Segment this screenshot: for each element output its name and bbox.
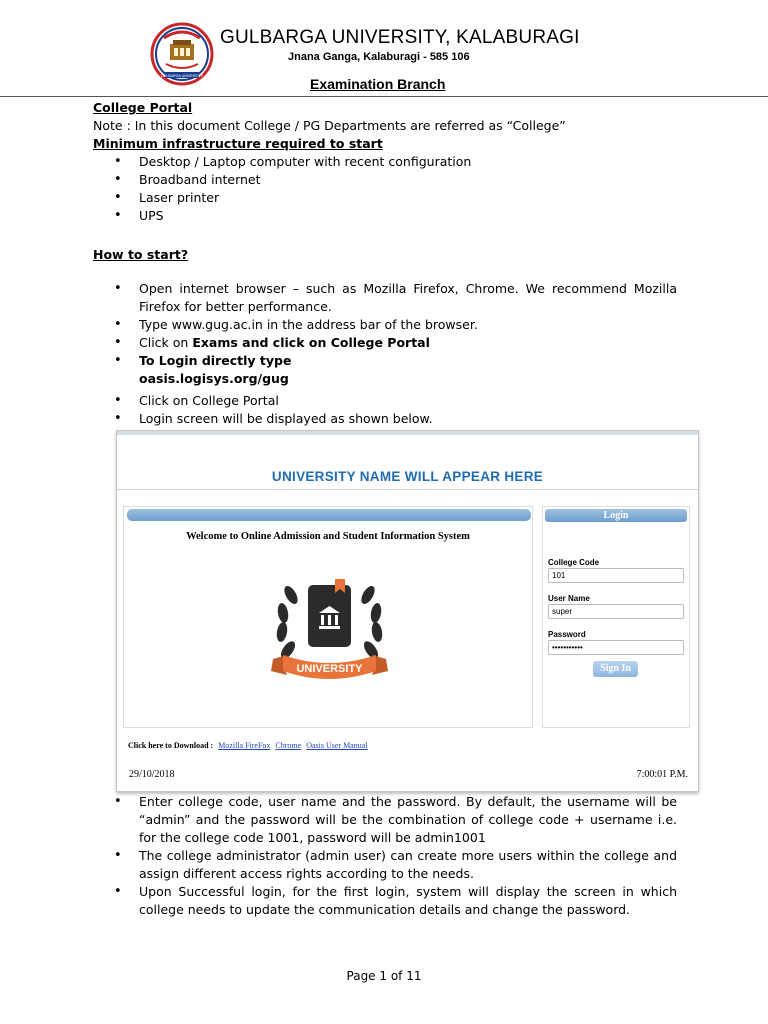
username-label: User Name xyxy=(548,594,590,603)
welcome-text: Welcome to Online Admission and Student Information System xyxy=(186,531,470,542)
sign-in-button[interactable]: Sign In xyxy=(593,661,638,677)
branch-title: Examination Branch xyxy=(310,76,446,92)
user-manual-link[interactable]: Oasis User Manual xyxy=(306,741,368,750)
firefox-download-link[interactable]: Mozilla FireFox xyxy=(218,741,271,750)
step-item: • Open internet browser – such as Mozilla Firefox, Chrome. We recommend Mozilla Firefox for better performance. xyxy=(93,280,677,316)
document-body-top xyxy=(93,99,677,225)
screenshot-divider xyxy=(117,489,698,490)
password-input[interactable]: ••••••••••• xyxy=(548,640,684,655)
college-portal-heading: College Portal xyxy=(93,100,193,115)
download-links-row xyxy=(128,741,368,750)
instruction-item: • Upon Successful login, for the first login, system will display the screen in which college needs to update the communication details and change the password. xyxy=(93,883,677,919)
step-text: Click on xyxy=(139,335,193,350)
infra-item: • UPS xyxy=(93,207,677,225)
username-input[interactable]: super xyxy=(548,604,684,619)
step-item: • Click on College Portal xyxy=(93,392,677,410)
step-bold-text: Exams and click on College Portal xyxy=(192,335,430,350)
document-body-bottom xyxy=(93,793,677,919)
university-logo xyxy=(150,22,214,86)
emblem-ribbon-text: UNIVERSITY xyxy=(296,663,363,675)
how-to-start-heading: How to start? xyxy=(93,247,189,262)
document-body-steps xyxy=(93,246,677,428)
infra-item: • Broadband internet xyxy=(93,171,677,189)
university-name-placeholder: UNIVERSITY NAME WILL APPEAR HERE xyxy=(271,469,544,484)
college-code-label: College Code xyxy=(548,558,600,567)
infra-item: • Laser printer xyxy=(93,189,677,207)
welcome-panel xyxy=(123,506,533,728)
note-text: Note : In this document College / PG Departments are referred as “College” xyxy=(93,118,566,133)
college-code-input[interactable]: 101 xyxy=(548,568,684,583)
step-bold-text: To Login directly type xyxy=(139,353,292,368)
instruction-item: • Enter college code, user name and the password. By default, the username will be “admin” and the password will be the combination of college code + username i.e. for the college code 1001, password will be admin1001 xyxy=(93,793,677,847)
logo-text: GULBARGA UNIVERSITY xyxy=(160,74,204,78)
university-emblem-icon xyxy=(263,565,396,691)
university-address: Jnana Ganga, Kalaburagi - 585 106 xyxy=(288,51,470,63)
step-item xyxy=(93,352,677,388)
infra-item: • Desktop / Laptop computer with recent configuration xyxy=(93,153,677,171)
step-item xyxy=(93,334,677,352)
portal-url: oasis.logisys.org/gug xyxy=(139,371,289,386)
login-title: Login xyxy=(545,509,687,522)
welcome-panel-bar xyxy=(127,509,531,521)
screenshot-top-bar xyxy=(117,431,698,435)
password-label: Password xyxy=(548,630,586,639)
screenshot-time: 7:00:01 P.M. xyxy=(636,769,688,780)
step-item: • Type www.gug.ac.in in the address bar of the browser. xyxy=(93,316,677,334)
download-label: Click here to Download : xyxy=(128,741,214,750)
login-screenshot xyxy=(116,430,699,792)
screenshot-date: 29/10/2018 xyxy=(129,769,175,780)
chrome-download-link[interactable]: Chrome xyxy=(275,741,302,750)
page-number: Page 1 of 11 xyxy=(346,969,422,983)
instruction-item: • The college administrator (admin user) can create more users within the college and assign different access rights according to the needs. xyxy=(93,847,677,883)
header-divider xyxy=(0,96,768,97)
step-item: • Login screen will be displayed as shown below. xyxy=(93,410,677,428)
min-infra-heading: Minimum infrastructure required to start xyxy=(93,136,383,151)
university-title: GULBARGA UNIVERSITY, KALABURAGI xyxy=(220,27,580,48)
login-panel xyxy=(542,506,690,728)
